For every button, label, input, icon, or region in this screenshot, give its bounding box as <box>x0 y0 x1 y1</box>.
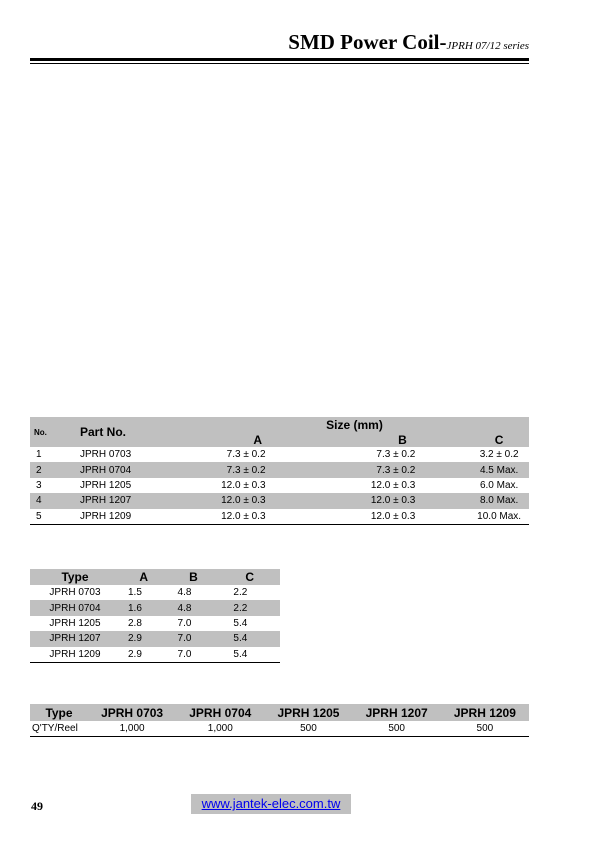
land-c: 2.2 <box>233 587 248 599</box>
table-row <box>30 631 280 646</box>
pack-qty: 1,000 <box>88 721 176 737</box>
land-type: JPRH 1207 <box>30 631 120 646</box>
table-row <box>30 600 280 615</box>
land-col-b: B <box>168 569 220 585</box>
pack-qty: 1,000 <box>176 721 264 737</box>
land-b: 7.0 <box>168 647 220 663</box>
row-a: 7.3 ± 0.2 <box>180 462 336 477</box>
row-b: 12.0 ± 0.3 <box>336 509 470 525</box>
header-rule-thick <box>30 58 529 61</box>
size-col-no: No. <box>30 417 64 447</box>
pack-col-type-2: JPRH 0704 <box>176 704 264 721</box>
table-row <box>30 585 280 600</box>
row-part: JPRH 1209 <box>64 509 180 525</box>
size-col-size: Size (mm) <box>180 417 529 433</box>
row-no: 1 <box>36 449 42 461</box>
row-no: 2 <box>30 462 64 477</box>
row-c: 8.0 Max. <box>469 493 529 508</box>
land-a: 1.6 <box>120 600 168 615</box>
size-col-part: Part No. <box>64 417 180 447</box>
size-col-b: B <box>336 433 470 447</box>
land-type: JPRH 0703 <box>49 587 101 599</box>
pack-col-type-4: JPRH 1207 <box>353 704 441 721</box>
pack-row-label: Q'TY/Reel <box>30 721 88 737</box>
row-no: 3 <box>36 479 42 491</box>
land-c: 5.4 <box>219 631 280 646</box>
header-rule-thin <box>30 63 529 64</box>
table-row <box>30 509 529 525</box>
table-row <box>30 462 529 477</box>
pack-col-type-1: JPRH 0703 <box>88 704 176 721</box>
land-b: 7.0 <box>168 631 220 646</box>
land-a: 2.9 <box>120 647 168 663</box>
land-a: 1.5 <box>128 587 142 599</box>
land-type: JPRH 1205 <box>49 617 101 629</box>
row-a: 12.0 ± 0.3 <box>180 509 336 525</box>
row-b: 12.0 ± 0.3 <box>336 493 470 508</box>
land-col-type: Type <box>30 569 120 585</box>
land-col-a: A <box>120 569 168 585</box>
size-table <box>30 417 529 525</box>
row-a: 12.0 ± 0.3 <box>180 493 336 508</box>
row-b: 7.3 ± 0.2 <box>336 462 470 477</box>
size-col-a: A <box>180 433 336 447</box>
page-title: SMD Power Coil- <box>288 30 447 54</box>
table-row <box>30 478 529 493</box>
website-link[interactable]: www.jantek-elec.com.tw <box>201 796 341 811</box>
row-part: JPRH 0703 <box>80 449 132 461</box>
table-row <box>30 616 280 631</box>
land-c: 5.4 <box>219 647 280 663</box>
row-b: 12.0 ± 0.3 <box>370 479 416 491</box>
row-c: 4.5 Max. <box>469 462 529 477</box>
row-c: 3.2 ± 0.2 <box>479 449 519 461</box>
row-no: 5 <box>30 509 64 525</box>
land-pattern-table <box>30 569 280 663</box>
land-b: 7.0 <box>177 617 192 629</box>
row-b: 7.3 ± 0.2 <box>376 449 416 461</box>
table-row <box>30 721 529 737</box>
land-type: JPRH 1209 <box>30 647 120 663</box>
table-row <box>30 447 529 462</box>
land-type: JPRH 0704 <box>30 600 120 615</box>
page-subtitle: JPRH 07/12 series <box>446 40 529 52</box>
land-c: 5.4 <box>233 617 248 629</box>
land-a: 2.9 <box>120 631 168 646</box>
row-part: JPRH 1205 <box>80 479 132 491</box>
pack-col-type: Type <box>30 704 88 721</box>
land-b: 4.8 <box>168 600 220 615</box>
page-number: 49 <box>31 799 43 813</box>
row-c: 10.0 Max. <box>469 509 529 525</box>
land-col-c: C <box>219 569 280 585</box>
pack-col-type-3: JPRH 1205 <box>264 704 352 721</box>
row-a: 7.3 ± 0.2 <box>226 449 266 461</box>
row-c: 6.0 Max. <box>479 479 519 491</box>
pack-col-type-5: JPRH 1209 <box>441 704 529 721</box>
size-col-c: C <box>469 433 529 447</box>
row-part: JPRH 1207 <box>64 493 180 508</box>
row-part: JPRH 0704 <box>64 462 180 477</box>
packaging-table <box>30 704 529 737</box>
land-b: 4.8 <box>177 587 192 599</box>
table-row <box>30 647 280 663</box>
row-a: 12.0 ± 0.3 <box>221 479 266 491</box>
land-c: 2.2 <box>219 600 280 615</box>
pack-qty: 500 <box>353 721 441 737</box>
table-row <box>30 493 529 508</box>
land-a: 2.8 <box>128 617 142 629</box>
pack-qty: 500 <box>264 721 352 737</box>
row-no: 4 <box>30 493 64 508</box>
pack-qty: 500 <box>441 721 529 737</box>
footer-url-box <box>191 794 351 814</box>
